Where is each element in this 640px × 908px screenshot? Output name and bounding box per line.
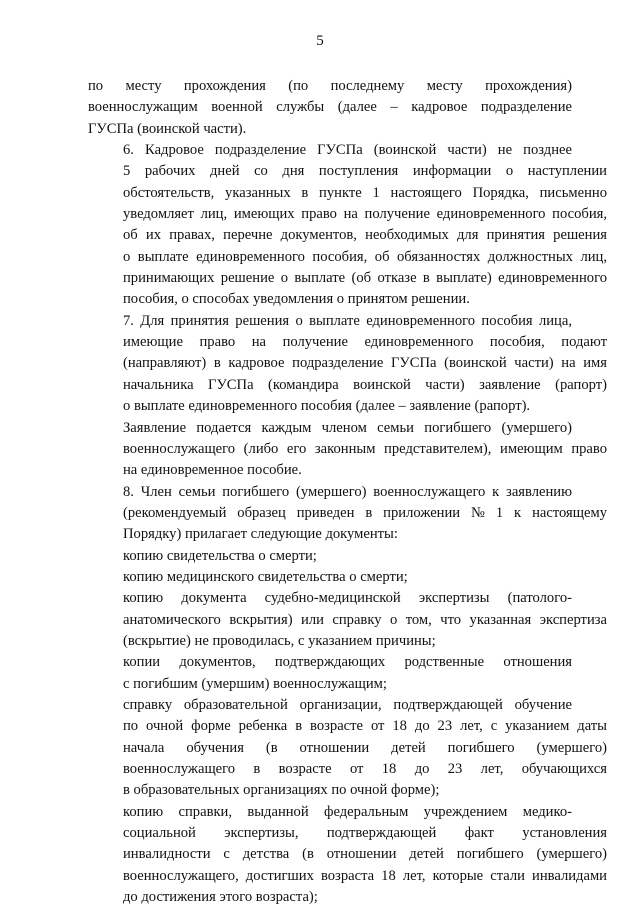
text-line: в образовательных организациях по очной форме); xyxy=(123,782,440,799)
text-line: 7. Для принятия решения о выплате единовременного пособия лица, xyxy=(123,312,572,329)
continuation-paragraph xyxy=(88,76,572,140)
text-line: социальной экспертизы, подтверждающей факт установления xyxy=(123,825,607,842)
paragraph xyxy=(88,418,607,482)
paragraph xyxy=(88,546,572,567)
paragraph xyxy=(88,311,607,418)
text-line: Заявление подается каждым членом семьи погибшего (умершего) xyxy=(123,419,572,436)
text-line: начала обучения (в отношении детей погибшего (умершего) xyxy=(123,739,607,756)
text-line: анатомического вскрытия) или справку о том, что указанная экспертиза xyxy=(123,611,607,628)
text-line: (направляют) в кадровое подразделение ГУСПа (воинской части) на имя xyxy=(123,355,607,372)
document-body xyxy=(88,76,607,908)
paragraph xyxy=(88,482,607,546)
text-line: копию справки, выданной федеральным учреждением медико- xyxy=(123,803,572,820)
text-line: военнослужащего (либо его законным представителем), имеющим право xyxy=(123,440,607,457)
paragraph xyxy=(88,588,607,652)
text-line: уведомляет лиц, имеющих право на получение единовременного пособия, xyxy=(123,206,607,223)
paragraph xyxy=(88,695,607,802)
text-line: с погибшим (умершим) военнослужащим; xyxy=(123,675,387,692)
text-line: до достижения этого возраста); xyxy=(123,889,318,906)
text-line: военнослужащим военной службы (далее – кадровое подразделение xyxy=(88,99,572,116)
paragraph xyxy=(88,802,607,908)
text-line: по очной форме ребенка в возрасте от 18 до 23 лет, с указанием даты xyxy=(123,718,607,735)
text-line: Порядку) прилагает следующие документы: xyxy=(123,526,398,543)
text-line: о выплате единовременного пособия (далее – заявление (рапорт). xyxy=(123,398,531,415)
text-line: копию медицинского свидетельства о смерти; xyxy=(123,568,408,585)
text-line: о выплате единовременного пособия, об обязанностях должностных лиц, xyxy=(123,248,607,265)
paragraph xyxy=(88,567,572,588)
text-line: (рекомендуемый образец приведен в приложении № 1 к настоящему xyxy=(123,504,607,521)
page-number: 5 xyxy=(316,33,324,49)
text-line: ГУСПа (воинской части). xyxy=(88,120,247,137)
text-line: 8. Член семьи погибшего (умершего) военнослужащего к заявлению xyxy=(123,483,572,500)
text-line: обстоятельств, указанных в пункте 1 настоящего Порядка, письменно xyxy=(123,184,607,201)
text-line: (вскрытие) не проводилась, с указанием причины; xyxy=(123,632,436,649)
text-line: копию документа судебно-медицинской экспертизы (патолого- xyxy=(123,590,572,607)
paragraph xyxy=(88,140,607,311)
text-line: копию свидетельства о смерти; xyxy=(123,547,317,564)
text-line: 6. Кадровое подразделение ГУСПа (воинской части) не позднее xyxy=(123,142,572,159)
text-line: военнослужащего, достигших возраста 18 лет, которые стали инвалидами xyxy=(123,867,607,884)
text-line: справку образовательной организации, подтверждающей обучение xyxy=(123,696,572,713)
text-line: пособия, о способах уведомления о принятом решении. xyxy=(123,291,470,308)
text-line: 5 рабочих дней со дня поступления информации о наступлении xyxy=(123,163,607,180)
text-line: об их правах, перечне документов, необходимых для принятия решения xyxy=(123,227,607,244)
text-line: копии документов, подтверждающих родственные отношения xyxy=(123,654,572,671)
text-line: на единовременное пособие. xyxy=(123,462,302,479)
text-line: принимающих решение о выплате (об отказе в выплате) единовременного xyxy=(123,270,607,287)
text-line: военнослужащего в возрасте от 18 до 23 лет, обучающихся xyxy=(123,761,607,777)
text-line: имеющие право на получение единовременного пособия, подают xyxy=(123,334,607,351)
text-line: начальника ГУСПа (командира воинской части) заявление (рапорт) xyxy=(123,376,607,393)
text-line: инвалидности с детства (в отношении детей погибшего (умершего) xyxy=(123,846,607,863)
text-line: по месту прохождения (по последнему месту прохождения) xyxy=(88,78,572,94)
paragraph xyxy=(88,652,572,695)
